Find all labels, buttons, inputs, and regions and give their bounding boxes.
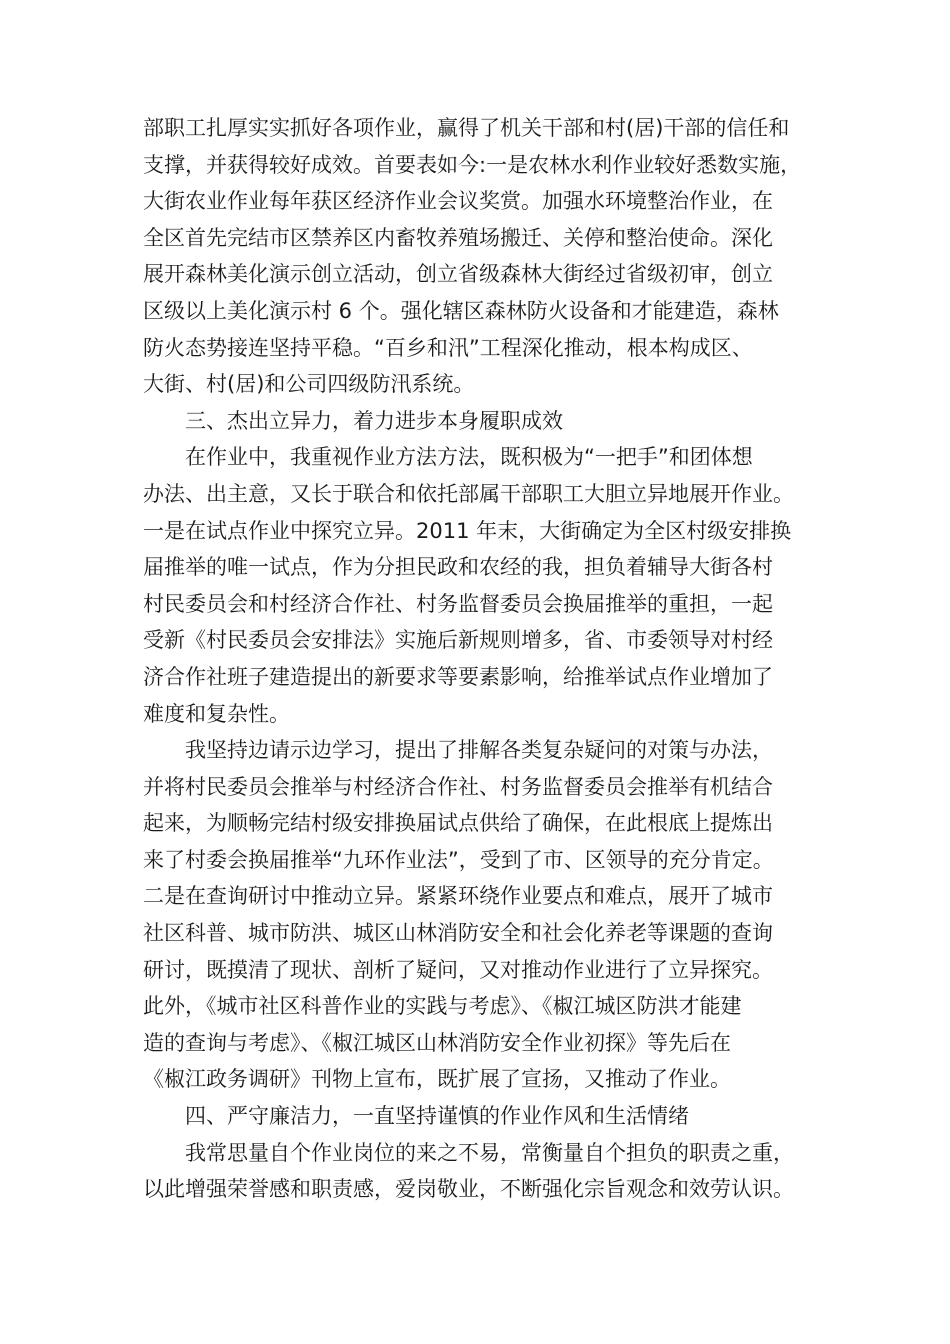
text-line: 村民委员会和村经济合作社、村务监督委员会换届推举的重担，一起 (143, 591, 773, 616)
text-line: 来了村委会换届推举“九环作业法”，受到了市、区领导的充分肯定。 (143, 847, 774, 872)
text-line: 造的查询与考虑》、《椒江城区山林消防安全作业初探》等先后在 (143, 1030, 731, 1055)
text-line: 二是在查询研讨中推动立异。紧紧环绕作业要点和难点，展开了城市 (143, 884, 773, 909)
text-line: 办法、出主意，又长于联合和依托部属干部职工大胆立异地展开作业。 (143, 481, 794, 506)
text-line: 大街农业作业每年获区经济作业会议奖赏。加强水环境整治作业，在 (143, 189, 773, 214)
text-line: 以此增强荣誉感和职责感，爱岗敬业，不断强化宗旨观念和效劳认识。 (143, 1177, 794, 1202)
text-line: 展开森林美化演示创立活动，创立省级森林大街经过省级初审，创立 (143, 262, 773, 287)
text-line: 防火态势接连坚持平稳。“百乡和汛”工程深化推动，根本构成区、 (143, 335, 753, 360)
text-line: 起来，为顺畅完结村级安排换届试点供给了确保，在此根底上提炼出 (143, 811, 773, 836)
text-line: 支撑，并获得较好成效。首要表如今:一是农林水利作业较好悉数实施， (143, 152, 802, 177)
text-line: 并将村民委员会推举与村经济合作社、村务监督委员会推举有机结合 (143, 774, 773, 799)
text-line: 难度和复杂性。 (143, 701, 290, 726)
paragraph-first-line: 我常思量自个作业岗位的来之不易，常衡量自个担负的职责之重， (185, 1140, 794, 1165)
text-line: 《椒江政务调研》刊物上宣布，既扩展了宣扬，又推动了作业。 (143, 1067, 731, 1092)
paragraph-first-line: 四、严守廉洁力，一直坚持谨慎的作业作风和生活情绪 (185, 1104, 689, 1129)
paragraph-first-line: 三、杰出立异力，着力进步本身履职成效 (185, 408, 563, 433)
paragraph-first-line: 我坚持边请示边学习，提出了排解各类复杂疑问的对策与办法， (185, 738, 773, 763)
text-line: 受新《村民委员会安排法》实施后新规则增多，省、市委领导对村经 (143, 628, 773, 653)
text-line: 济合作社班子建造提出的新要求等要素影响，给推举试点作业增加了 (143, 664, 773, 689)
text-line: 一是在试点作业中探究立异。2011 年末，大街确定为全区村级安排换 (143, 518, 792, 543)
document-body (143, 110, 843, 1208)
text-line: 部职工扎厚实实抓好各项作业，赢得了机关干部和村(居)干部的信任和 (143, 116, 790, 140)
text-line: 区级以上美化演示村 6 个。强化辖区森林防火设备和才能建造，森林 (143, 298, 779, 323)
paragraph-first-line: 在作业中，我重视作业方法方法，既积极为“一把手”和团体想 (185, 445, 753, 470)
text-line: 此外，《城市社区科普作业的实践与考虑》、《椒江城区防洪才能建 (143, 994, 742, 1019)
text-line: 大街、村(居)和公司四级防汛系统。 (143, 372, 475, 397)
text-line: 社区科普、城市防洪、城区山林消防安全和社会化养老等课题的查询 (143, 921, 773, 946)
text-line: 研讨，既摸清了现状、剖析了疑问，又对推动作业进行了立异探究。 (143, 957, 773, 982)
text-line: 届推举的唯一试点，作为分担民政和农经的我，担负着辅导大街各村 (143, 555, 773, 580)
text-line: 全区首先完结市区禁养区内畜牧养殖场搬迁、关停和整治使命。深化 (143, 225, 773, 250)
